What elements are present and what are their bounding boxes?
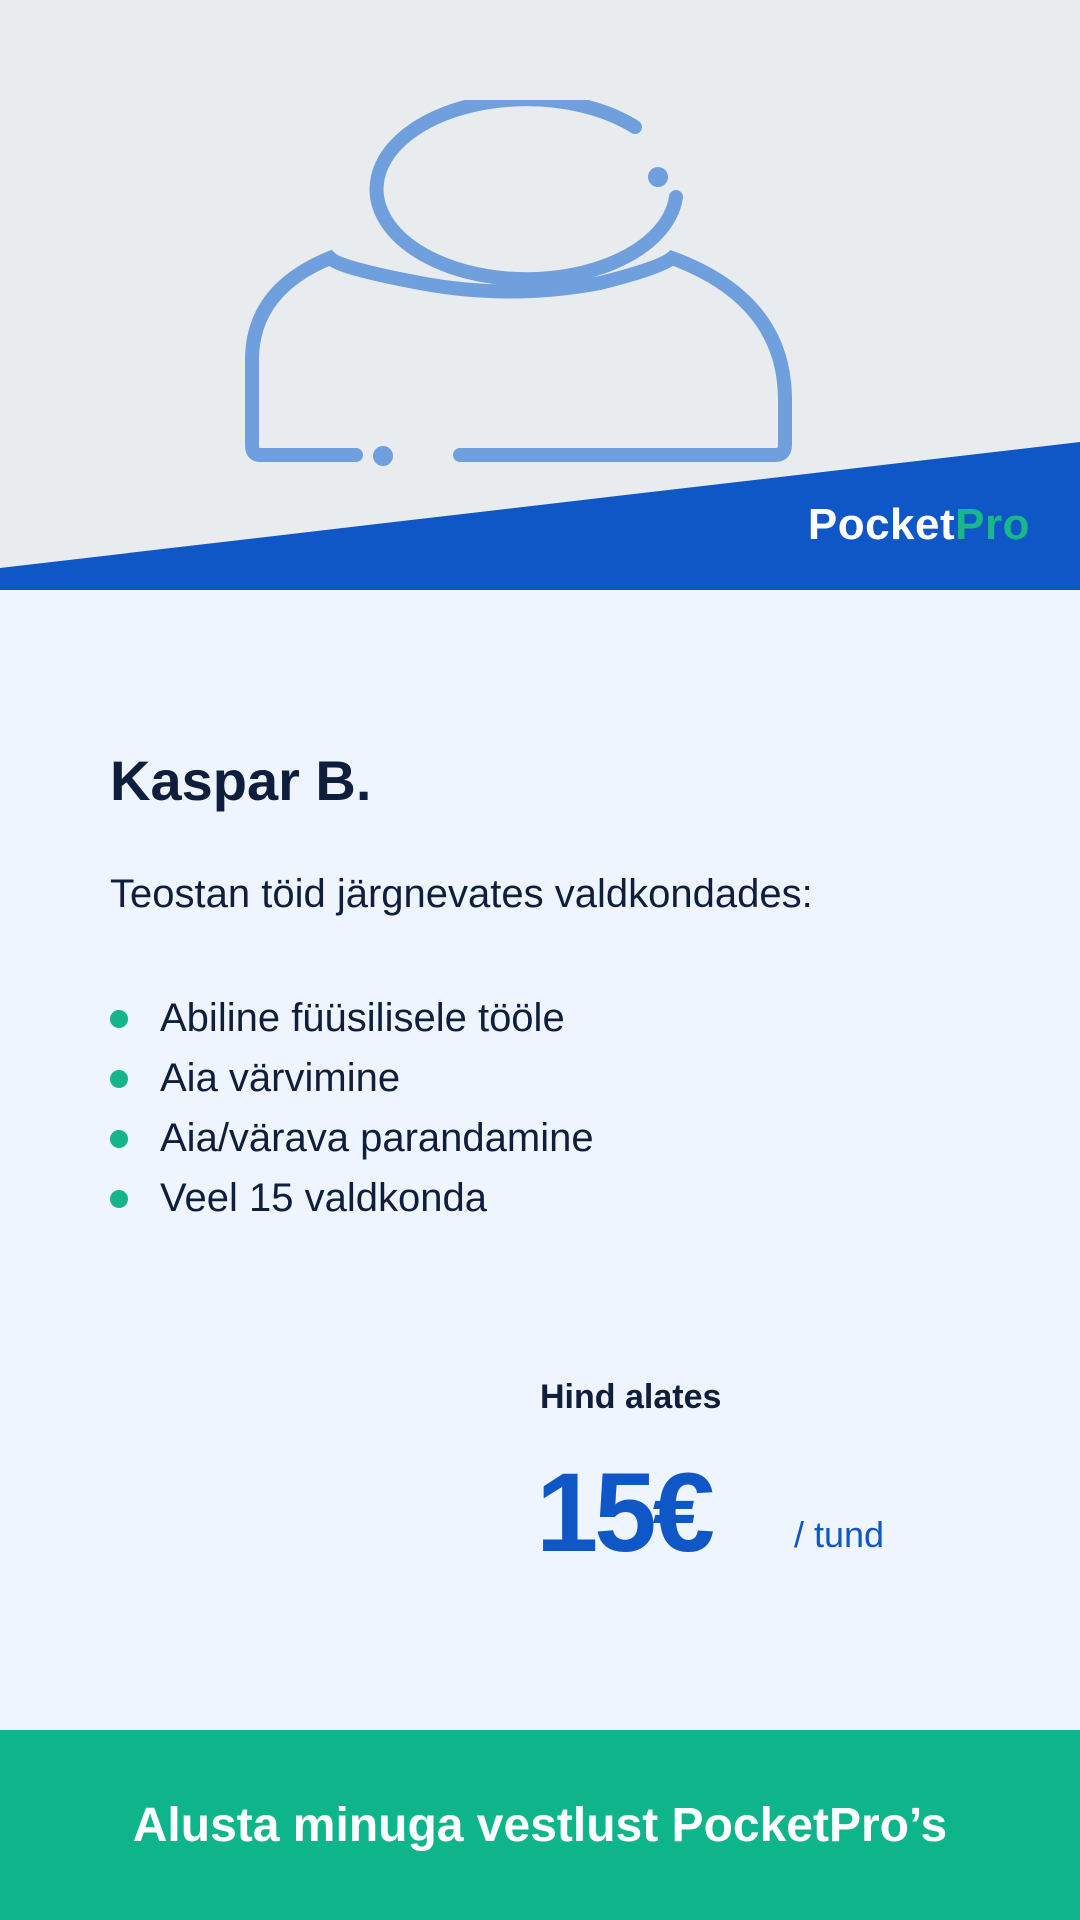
start-chat-button[interactable]: Alusta minuga vestlust PocketPro’s <box>0 1730 1080 1920</box>
price-unit: / tund <box>794 1514 885 1555</box>
service-item-more: Veel 15 valdkonda <box>110 1168 594 1228</box>
profile-name: Kaspar B. <box>110 749 372 812</box>
price-amount: 15€ <box>536 1450 711 1575</box>
profile-intro: Teostan töid järgnevates valdkondades: <box>110 872 813 916</box>
service-item: Abiline füüsilisele tööle <box>110 988 594 1048</box>
pocketpro-logo: PocketPro <box>807 500 1030 549</box>
services-list <box>110 988 594 1228</box>
bullet-icon <box>110 1130 128 1148</box>
bullet-icon <box>110 1070 128 1088</box>
service-item: Aia/värava parandamine <box>110 1108 594 1168</box>
service-item: Aia värvimine <box>110 1048 594 1108</box>
bullet-icon <box>110 1010 128 1028</box>
bullet-icon <box>110 1190 128 1208</box>
price-label: Hind alates <box>540 1378 722 1416</box>
profile-header <box>0 0 1080 590</box>
